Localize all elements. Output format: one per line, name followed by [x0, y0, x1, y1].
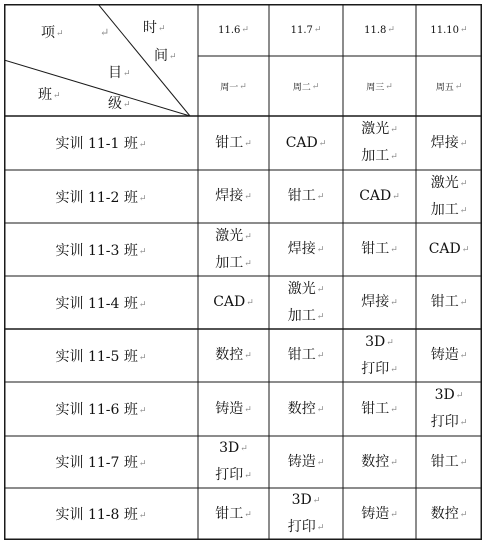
course-cell: [416, 329, 482, 382]
course-cell: [269, 223, 343, 276]
course-cell: [416, 170, 482, 223]
course-label: 铸造↵: [430, 347, 468, 363]
course-cell: [269, 276, 343, 329]
course-label: 3D↵: [434, 387, 464, 403]
course-cell: [343, 382, 416, 436]
course-label: 数控↵: [361, 453, 398, 470]
class-name-cell: [4, 170, 198, 223]
course-label: 打印↵: [215, 467, 252, 483]
course-cell: [198, 329, 269, 382]
class-name-cell: [4, 329, 198, 382]
header-label-ji: 级↵: [108, 96, 131, 112]
date-label: 11.7↵: [290, 24, 322, 36]
course-cell: [198, 223, 269, 276]
course-label: 铸造↵: [287, 453, 325, 470]
header-label-xiang: 项↵: [41, 25, 64, 41]
course-label: 数控↵: [287, 400, 325, 417]
course-label: 钳工↵: [361, 241, 398, 257]
course-label: 钳工↵: [287, 347, 325, 363]
course-label: 加工↵: [361, 148, 398, 164]
course-label: 铸造↵: [361, 505, 398, 522]
schedule-table: [4, 4, 482, 540]
course-cell: [416, 116, 482, 170]
header-mark: ↵: [100, 26, 110, 39]
course-cell: [416, 382, 482, 436]
course-cell: [269, 436, 343, 488]
course-label: 钳工↵: [215, 505, 252, 522]
class-name: 实训 11-7 班↵: [55, 455, 147, 471]
class-name-cell: [4, 488, 198, 540]
course-label: 打印↵: [430, 414, 468, 430]
course-label: 激光↵: [215, 227, 252, 244]
course-cell: [198, 382, 269, 436]
course-cell: [198, 116, 269, 170]
course-label: 打印↵: [361, 360, 398, 377]
weekday-label: 周三↵: [366, 81, 393, 93]
date-label: 11.10↵: [430, 24, 468, 36]
course-cell: [198, 276, 269, 329]
course-label: 数控↵: [430, 505, 468, 522]
class-name: 实训 11-3 班↵: [55, 242, 147, 259]
weekday-header: [416, 56, 482, 116]
date-label: 11.6↵: [218, 24, 249, 36]
class-name: 实训 11-1 班↵: [55, 136, 147, 152]
course-label: 钳工↵: [361, 400, 398, 417]
course-cell: [198, 170, 269, 223]
course-cell: [343, 276, 416, 329]
header-label-mu: 目↵: [108, 65, 131, 81]
class-name: 实训 11-2 班↵: [55, 189, 147, 206]
course-label: 激光↵: [287, 280, 325, 297]
course-label: 钳工↵: [215, 134, 252, 151]
class-name: 实训 11-6 班↵: [55, 402, 147, 418]
course-label: 打印↵: [287, 519, 325, 535]
course-label: 激光↵: [361, 121, 398, 137]
course-label: 焊接↵: [430, 134, 468, 151]
class-name-cell: [4, 276, 198, 329]
course-cell: [416, 488, 482, 540]
header-label-jian: 间↵: [154, 48, 177, 64]
course-label: 3D↵: [219, 440, 248, 456]
date-label: 11.8↵: [364, 24, 395, 36]
course-cell: [416, 276, 482, 329]
course-label: CAD↵: [285, 134, 327, 151]
weekday-header: [343, 56, 416, 116]
date-header: [269, 4, 343, 56]
course-label: CAD↵: [428, 241, 470, 257]
course-cell: [269, 116, 343, 170]
course-cell: [416, 436, 482, 488]
date-header: [343, 4, 416, 56]
course-label: 激光↵: [430, 174, 468, 191]
course-label: CAD↵: [213, 294, 254, 310]
class-name: 实训 11-8 班↵: [55, 507, 147, 523]
class-name-cell: [4, 382, 198, 436]
class-name-cell: [4, 436, 198, 488]
date-header: [198, 4, 269, 56]
course-label: 焊接↵: [361, 294, 398, 310]
course-label: 数控↵: [215, 347, 252, 363]
course-label: 3D↵: [365, 333, 394, 350]
diagonal-line: [4, 60, 190, 116]
class-name: 实训 11-4 班↵: [55, 295, 147, 312]
course-label: 3D↵: [291, 492, 321, 508]
header-label-shi: 时↵: [143, 20, 166, 36]
weekday-header: [269, 56, 343, 116]
class-name: 实训 11-5 班↵: [55, 348, 147, 365]
course-cell: [343, 329, 416, 382]
course-label: 钳工↵: [430, 453, 468, 470]
date-header: [416, 4, 482, 56]
weekday-label: 周五↵: [435, 81, 463, 93]
course-label: 焊接↵: [215, 188, 252, 204]
course-cell: [343, 170, 416, 223]
course-cell: [198, 488, 269, 540]
course-label: 加工↵: [430, 201, 468, 218]
course-label: 钳工↵: [430, 294, 468, 310]
course-label: 加工↵: [287, 307, 325, 324]
class-name-cell: [4, 116, 198, 170]
weekday-header: [198, 56, 269, 116]
course-cell: [269, 382, 343, 436]
course-label: 焊接↵: [287, 241, 325, 257]
class-name-cell: [4, 223, 198, 276]
course-label: CAD↵: [359, 188, 400, 204]
course-label: 钳工↵: [287, 188, 325, 204]
course-cell: [343, 488, 416, 540]
weekday-label: 周二↵: [292, 81, 320, 93]
course-label: 加工↵: [215, 254, 252, 271]
course-cell: [269, 329, 343, 382]
weekday-label: 周一↵: [220, 81, 247, 93]
course-cell: [198, 436, 269, 488]
course-label: 铸造↵: [215, 400, 252, 417]
course-cell: [416, 223, 482, 276]
course-cell: [269, 488, 343, 540]
course-cell: [343, 116, 416, 170]
course-cell: [343, 436, 416, 488]
course-cell: [269, 170, 343, 223]
header-label-ban: 班↵: [38, 87, 61, 103]
course-cell: [343, 223, 416, 276]
